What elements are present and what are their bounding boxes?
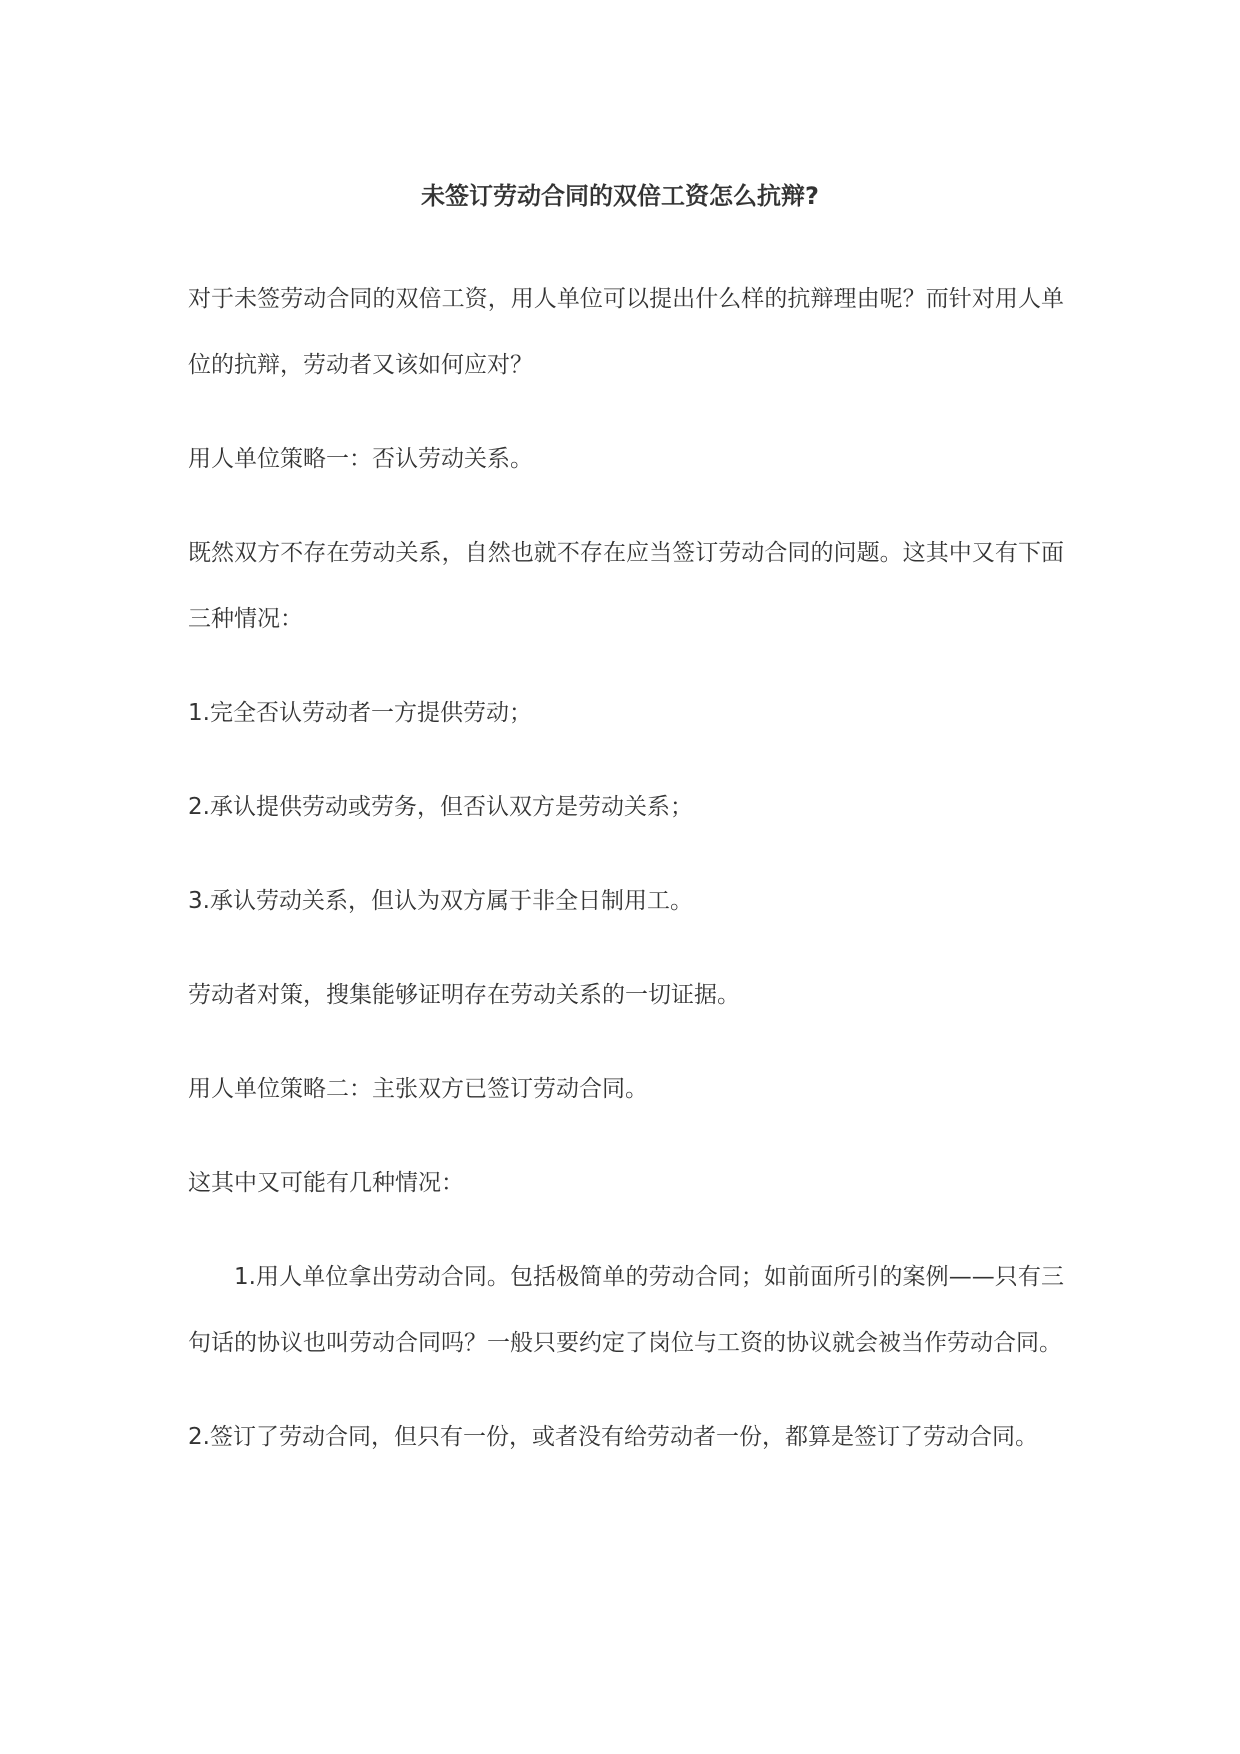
document-title: 未签订劳动合同的双倍工资怎么抗辩? — [421, 182, 819, 210]
paragraph-intro: 对于未签劳动合同的双倍工资，用人单位可以提出什么样的抗辩理由呢？而针对用人单位的抗辩，劳动者又该如何应对？ — [188, 286, 1064, 378]
document-body — [188, 266, 1064, 1498]
paragraph-worker-response: 劳动者对策，搜集能够证明存在劳动关系的一切证据。 — [188, 982, 740, 1008]
list-item-contract-2: 2.签订了劳动合同，但只有一份，或者没有给劳动者一份，都算是签订了劳动合同。 — [188, 1424, 1038, 1450]
list-item-contract-1: 1.用人单位拿出劳动合同。包括极简单的劳动合同；如前面所引的案例——只有三句话的协议也叫劳动合同吗？一般只要约定了岗位与工资的协议就会被当作劳动合同。 — [188, 1264, 1064, 1356]
list-item-case-1: 1.完全否认劳动者一方提供劳动； — [188, 700, 532, 726]
paragraph-strategy-one: 用人单位策略一：否认劳动关系。 — [188, 446, 533, 472]
paragraph-strategy-two-intro: 这其中又可能有几种情况： — [188, 1170, 464, 1196]
list-item-case-3: 3.承认劳动关系，但认为双方属于非全日制用工。 — [188, 888, 693, 914]
paragraph-strategy-two: 用人单位策略二：主张双方已签订劳动合同。 — [188, 1076, 648, 1102]
paragraph-strategy-one-detail: 既然双方不存在劳动关系，自然也就不存在应当签订劳动合同的问题。这其中又有下面三种情况： — [188, 540, 1064, 632]
list-item-case-2: 2.承认提供劳动或劳务，但否认双方是劳动关系； — [188, 794, 693, 820]
